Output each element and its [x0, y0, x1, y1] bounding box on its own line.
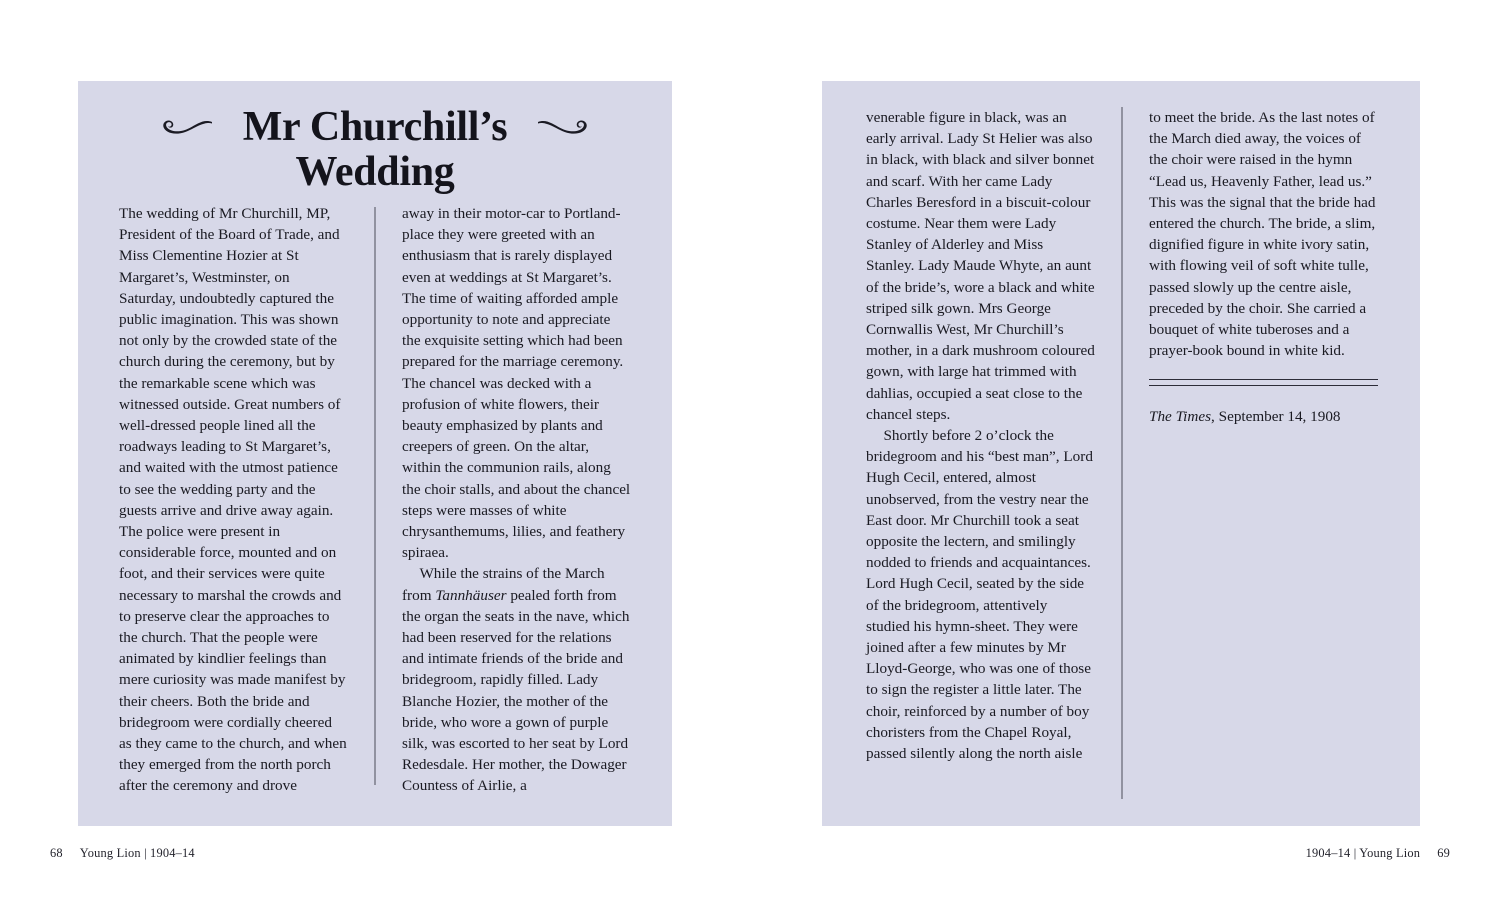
- column-gap: [1095, 107, 1149, 807]
- right-page-column-2: [1149, 107, 1378, 807]
- right-page-folio: [1306, 846, 1450, 861]
- paragraph-run: While the strains of the March from: [402, 565, 605, 604]
- paragraph: [402, 563, 631, 796]
- title-line-one: [78, 105, 672, 150]
- right-page-column-1: [866, 107, 1095, 807]
- running-head: 1904–14 | Young Lion: [1305, 846, 1421, 860]
- column-divider-rule: [1122, 107, 1123, 799]
- left-page-folio: [50, 846, 195, 861]
- left-page: [78, 81, 672, 826]
- paragraph-run: pealed forth from the organ the seats in the nave, which had been reserved for the relations and intimate friends of the bride and bridegroom, rapidly filled. Lady Blanche Hozier, the mother of the bride, who wore a gown of purple silk, was escorted to her seat by Lord Redesdale. Her mother, the Dowager Countess of Airlie, a: [402, 586, 630, 795]
- italic-work-title: Tannhäuser: [435, 586, 507, 604]
- title-text-line-1: Mr Churchill’s: [242, 104, 508, 150]
- page-number: 68: [50, 846, 63, 860]
- paragraph: venerable figure in black, was an early arrival. Lady St Helier was also in black, with black and silver bonnet and scarf. With her came Lady Charles Beresford in a biscuit-colour costume. Near them were Lady Stanley of Alderley and Miss Stanley. Lady Maude Whyte, an aunt of the bride’s, wore a black and white striped silk gown. Mrs George Cornwallis West, Mr Churchill’s mother, in a dark mushroom coloured gown, with large hat trimmed with dahlias, occupied a seat close to the chancel steps.: [866, 109, 1095, 423]
- attribution-date: , September 14, 1908: [1211, 408, 1341, 426]
- paragraph: away in their motor-car to Portland-place they were greeted with an enthusiasm that is rarely displayed even at weddings at St Margaret’s. The time of waiting afforded ample opportunity to note and appreciate the exquisite setting which had been prepared for the marriage ceremony. The chancel was decked with a profusion of white flowers, their beauty emphasized by plants and creepers of green. On the altar, within the communion rails, along the choir stalls, and about the chancel steps were masses of white chrysanthemums, lilies, and feathery spiraea.: [402, 205, 631, 562]
- attribution-block: [1149, 379, 1378, 427]
- left-page-column-2: [402, 203, 631, 803]
- left-page-column-1: [119, 203, 348, 803]
- page-number: 69: [1437, 846, 1450, 860]
- right-page: [822, 81, 1420, 826]
- flourish-ornament-icon: [533, 110, 589, 144]
- double-rule-divider: [1149, 379, 1378, 386]
- column-gap: [348, 203, 402, 803]
- right-page-columns: [866, 107, 1378, 807]
- paragraph: The wedding of Mr Churchill, MP, President of the Board of Trade, and Miss Clementine Hozier at St Margaret’s, Westminster, on Saturday, undoubtedly captured the public imagination. This was shown not only by the crowded state of the church during the ceremony, but by the remarkable scene which was witnessed outside. Great numbers of well-dressed people lined all the roadways leading to St Margaret’s, and waited with the utmost patience to see the wedding party and the guests arrive and drive away again. The police were present in considerable force, mounted and on foot, and their services were quite necessary to marshal the crowds and to preserve clear the approaches to the church. That the people were animated by kindlier feelings than mere curiosity was made manifest by their cheers. Both the bride and bridegroom were cordially cheered as they came to the church, and when they emerged from the north porch after the ceremony and drove: [119, 205, 347, 795]
- flourish-ornament-icon: [161, 110, 217, 144]
- article-title: [78, 105, 672, 195]
- title-text-line-2: Wedding: [295, 148, 455, 195]
- attribution: [1149, 406, 1378, 427]
- running-head: Young Lion | 1904–14: [79, 846, 195, 860]
- paragraph: Shortly before 2 o’clock the bridegroom and his “best man”, Lord Hugh Cecil, entered, almost unobserved, from the vestry near the East door. Mr Churchill took a seat opposite the lectern, and smilingly nodded to friends and acquaintances. Lord Hugh Cecil, seated by the side of the bridegroom, attentively studied his hymn-sheet. They were joined after a few minutes by Mr Lloyd-George, who was one of those to sign the register a little later. The choir, reinforced by a number of boy choristers from the Chapel Royal, passed silently along the north aisle: [866, 427, 1093, 763]
- left-page-columns: [119, 203, 631, 803]
- column-divider-rule: [375, 207, 376, 785]
- paragraph: to meet the bride. As the last notes of the March died away, the voices of the choir were raised in the hymn “Lead us, Heavenly Father, lead us.” This was the signal that the bride had entered the church. The bride, a slim, dignified figure in white ivory satin, with flowing veil of soft white tulle, passed slowly up the centre aisle, preceded by the choir. She carried a bouquet of white tuberoses and a prayer-book bound in white kid.: [1149, 109, 1376, 360]
- attribution-source: The Times: [1149, 408, 1212, 426]
